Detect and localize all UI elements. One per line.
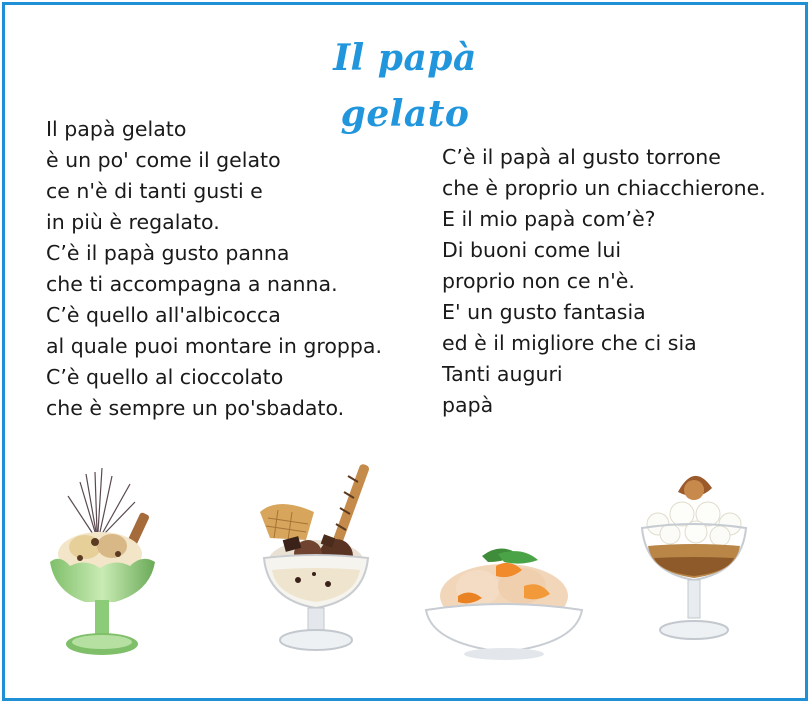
poem-line: proprio non ce n'è. xyxy=(442,269,635,293)
poem-line: ed è il migliore che ci sia xyxy=(442,331,697,355)
poem-line: in più è regalato. xyxy=(46,210,220,234)
poem-line: Tanti auguri xyxy=(442,362,563,386)
poem-line: E' un gusto fantasia xyxy=(442,300,646,324)
apricot-ice-cream-bowl-icon xyxy=(418,540,590,664)
poem-line: ce n'è di tanti gusti e xyxy=(46,179,263,203)
poem-column-left xyxy=(46,114,382,424)
ice-cream-green-cup-icon xyxy=(40,462,175,668)
poem-line: Il papà gelato xyxy=(46,117,187,141)
poem-line: C’è il papà al gusto torrone xyxy=(442,145,721,169)
poem-line: Di buoni come lui xyxy=(442,238,622,262)
poem-line: E il mio papà com’è? xyxy=(442,207,656,231)
poem-title: Il papà gelato xyxy=(333,37,477,135)
poem-line: al quale puoi montare in groppa. xyxy=(46,334,382,358)
poem-line: che è proprio un chiacchierone. xyxy=(442,176,766,200)
poem-line: è un po' come il gelato xyxy=(46,148,281,172)
poem-line: C’è quello aIl'albicocca xyxy=(46,303,281,327)
cream-coffee-parfait-icon xyxy=(628,462,758,654)
poem-line: che ti accompagna a nanna. xyxy=(46,272,338,296)
poem-column-right xyxy=(442,142,766,421)
chocolate-sundae-glass-icon xyxy=(248,462,383,658)
poem-line: papà xyxy=(442,393,494,417)
poem-line: C’è quello al cioccolato xyxy=(46,365,284,389)
poem-line: che è sempre un po'sbadato. xyxy=(46,396,345,420)
poem-line: C’è il papà gusto panna xyxy=(46,241,290,265)
